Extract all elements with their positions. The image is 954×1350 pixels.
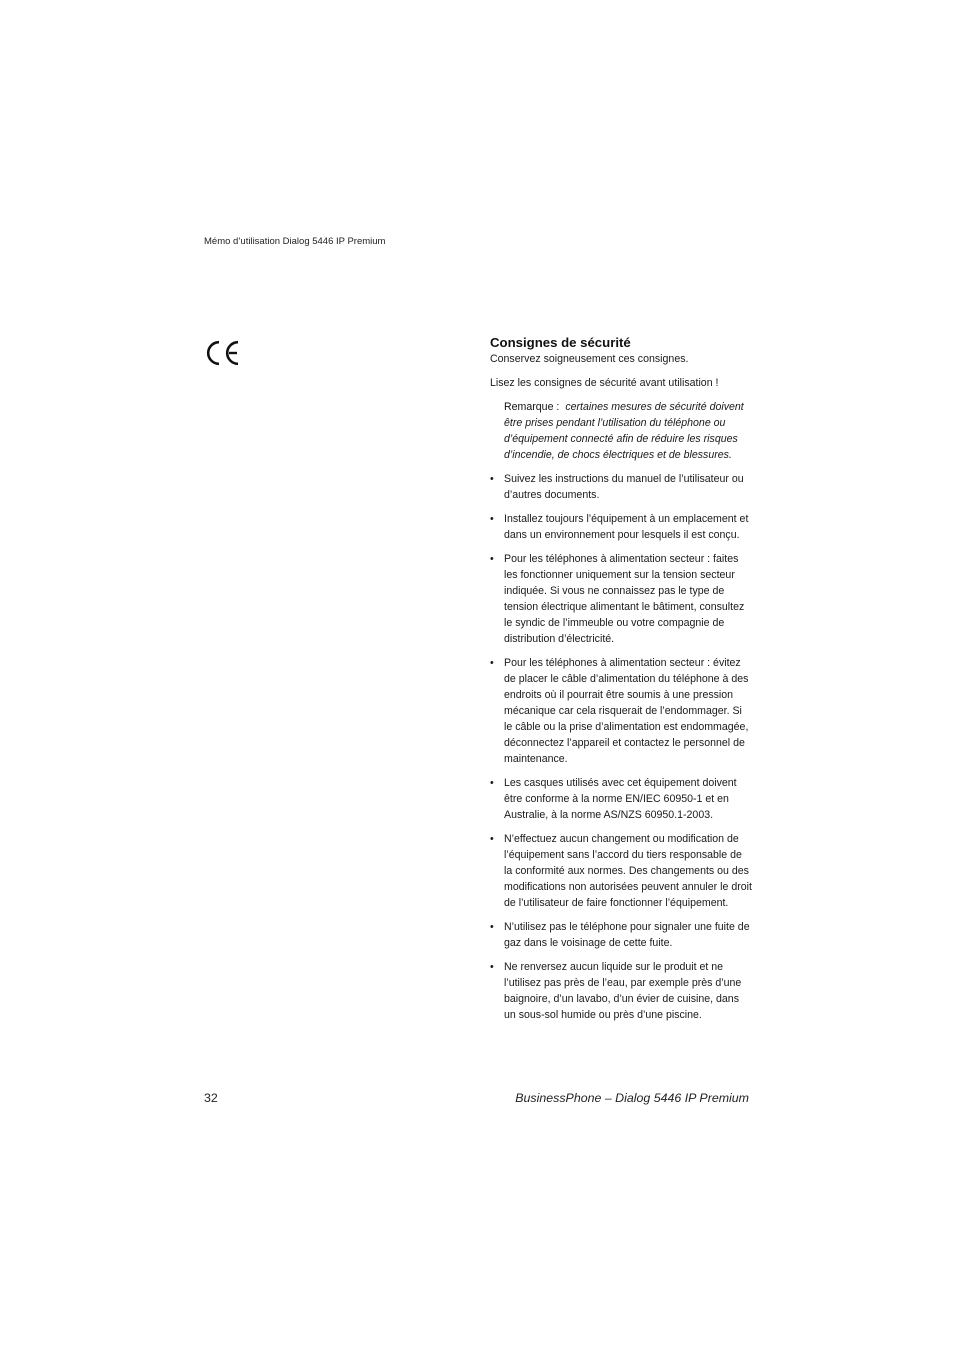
note-label: Remarque : [504,401,560,413]
list-item [490,511,752,543]
bullet-icon: • [490,833,494,845]
running-header: Mémo d’utilisation Dialog 5446 IP Premium [204,236,386,247]
bullet-icon: • [490,777,494,789]
list-item-text: Ne renversez aucun liquide sur le produit et ne l’utilisez pas près de l’eau, par exemple près d’une baignoire, d’un lavabo, d’un évier de cuisine, dans un sous-sol humide ou près d’une piscine. [504,961,742,1021]
footer-doc-title: BusinessPhone – Dialog 5446 IP Premium [515,1091,749,1105]
page-number: 32 [204,1091,218,1105]
bullet-icon: • [490,513,494,525]
bullet-icon: • [490,553,494,565]
bullet-icon: • [490,657,494,669]
list-item-text: N’effectuez aucun changement ou modification de l’équipement sans l’accord du tiers responsable de la conformité aux normes. Des changements ou des modifications non autorisées peuvent annuler le droit de l’utilisateur de faire fonctionner l’équipement. [504,833,752,909]
list-item-text: Suivez les instructions du manuel de l’utilisateur ou d’autres documents. [504,473,744,501]
ce-mark-icon [205,340,241,366]
section-title: Consignes de sécurité [490,335,631,350]
safety-instructions [490,335,752,1031]
list-item [490,959,752,1023]
list-item [490,471,752,503]
list-item [490,775,752,823]
intro-keep-instructions: Conservez soigneusement ces consignes. [490,353,689,365]
intro-read-instructions: Lisez les consignes de sécurité avant utilisation ! [490,377,719,389]
list-item-text: Pour les téléphones à alimentation secteur : faites les fonctionner uniquement sur la tension secteur indiquée. Si vous ne connaissez pas le type de tension électrique alimentant le bâtiment, consultez le syndic de l’immeuble ou votre compagnie de distribution d’électricité. [504,553,745,645]
bullet-icon: • [490,921,494,933]
list-item-text: Pour les téléphones à alimentation secteur : évitez de placer le câble d’alimentation du téléphone à des endroits où il pourrait être soumis à une pression mécanique car cela risquerait de l’endommager. Si le câble ou la prise d’alimentation est endommagée, déconnectez l’appareil et contactez le personnel de maintenance. [504,657,749,765]
note-text: certaines mesures de sécurité doivent être prises pendant l’utilisation du téléphone ou d’équipement connecté afin de réduire les risques d’incendie, de chocs électriques et de blessures. [504,401,744,461]
list-item [490,551,752,647]
list-item [490,919,752,951]
bullet-icon: • [490,961,494,973]
list-item-text: Installez toujours l’équipement à un emplacement et dans un environnement pour lesquels il est conçu. [504,513,749,541]
safety-list [490,471,752,1023]
list-item [490,655,752,767]
bullet-icon: • [490,473,494,485]
safety-note [504,399,752,463]
list-item [490,831,752,911]
list-item-text: Les casques utilisés avec cet équipement doivent être conforme à la norme EN/IEC 60950-1 et en Australie, à la norme AS/NZS 60950.1-2003. [504,777,737,821]
list-item-text: N’utilisez pas le téléphone pour signaler une fuite de gaz dans le voisinage de cette fuite. [504,921,750,949]
